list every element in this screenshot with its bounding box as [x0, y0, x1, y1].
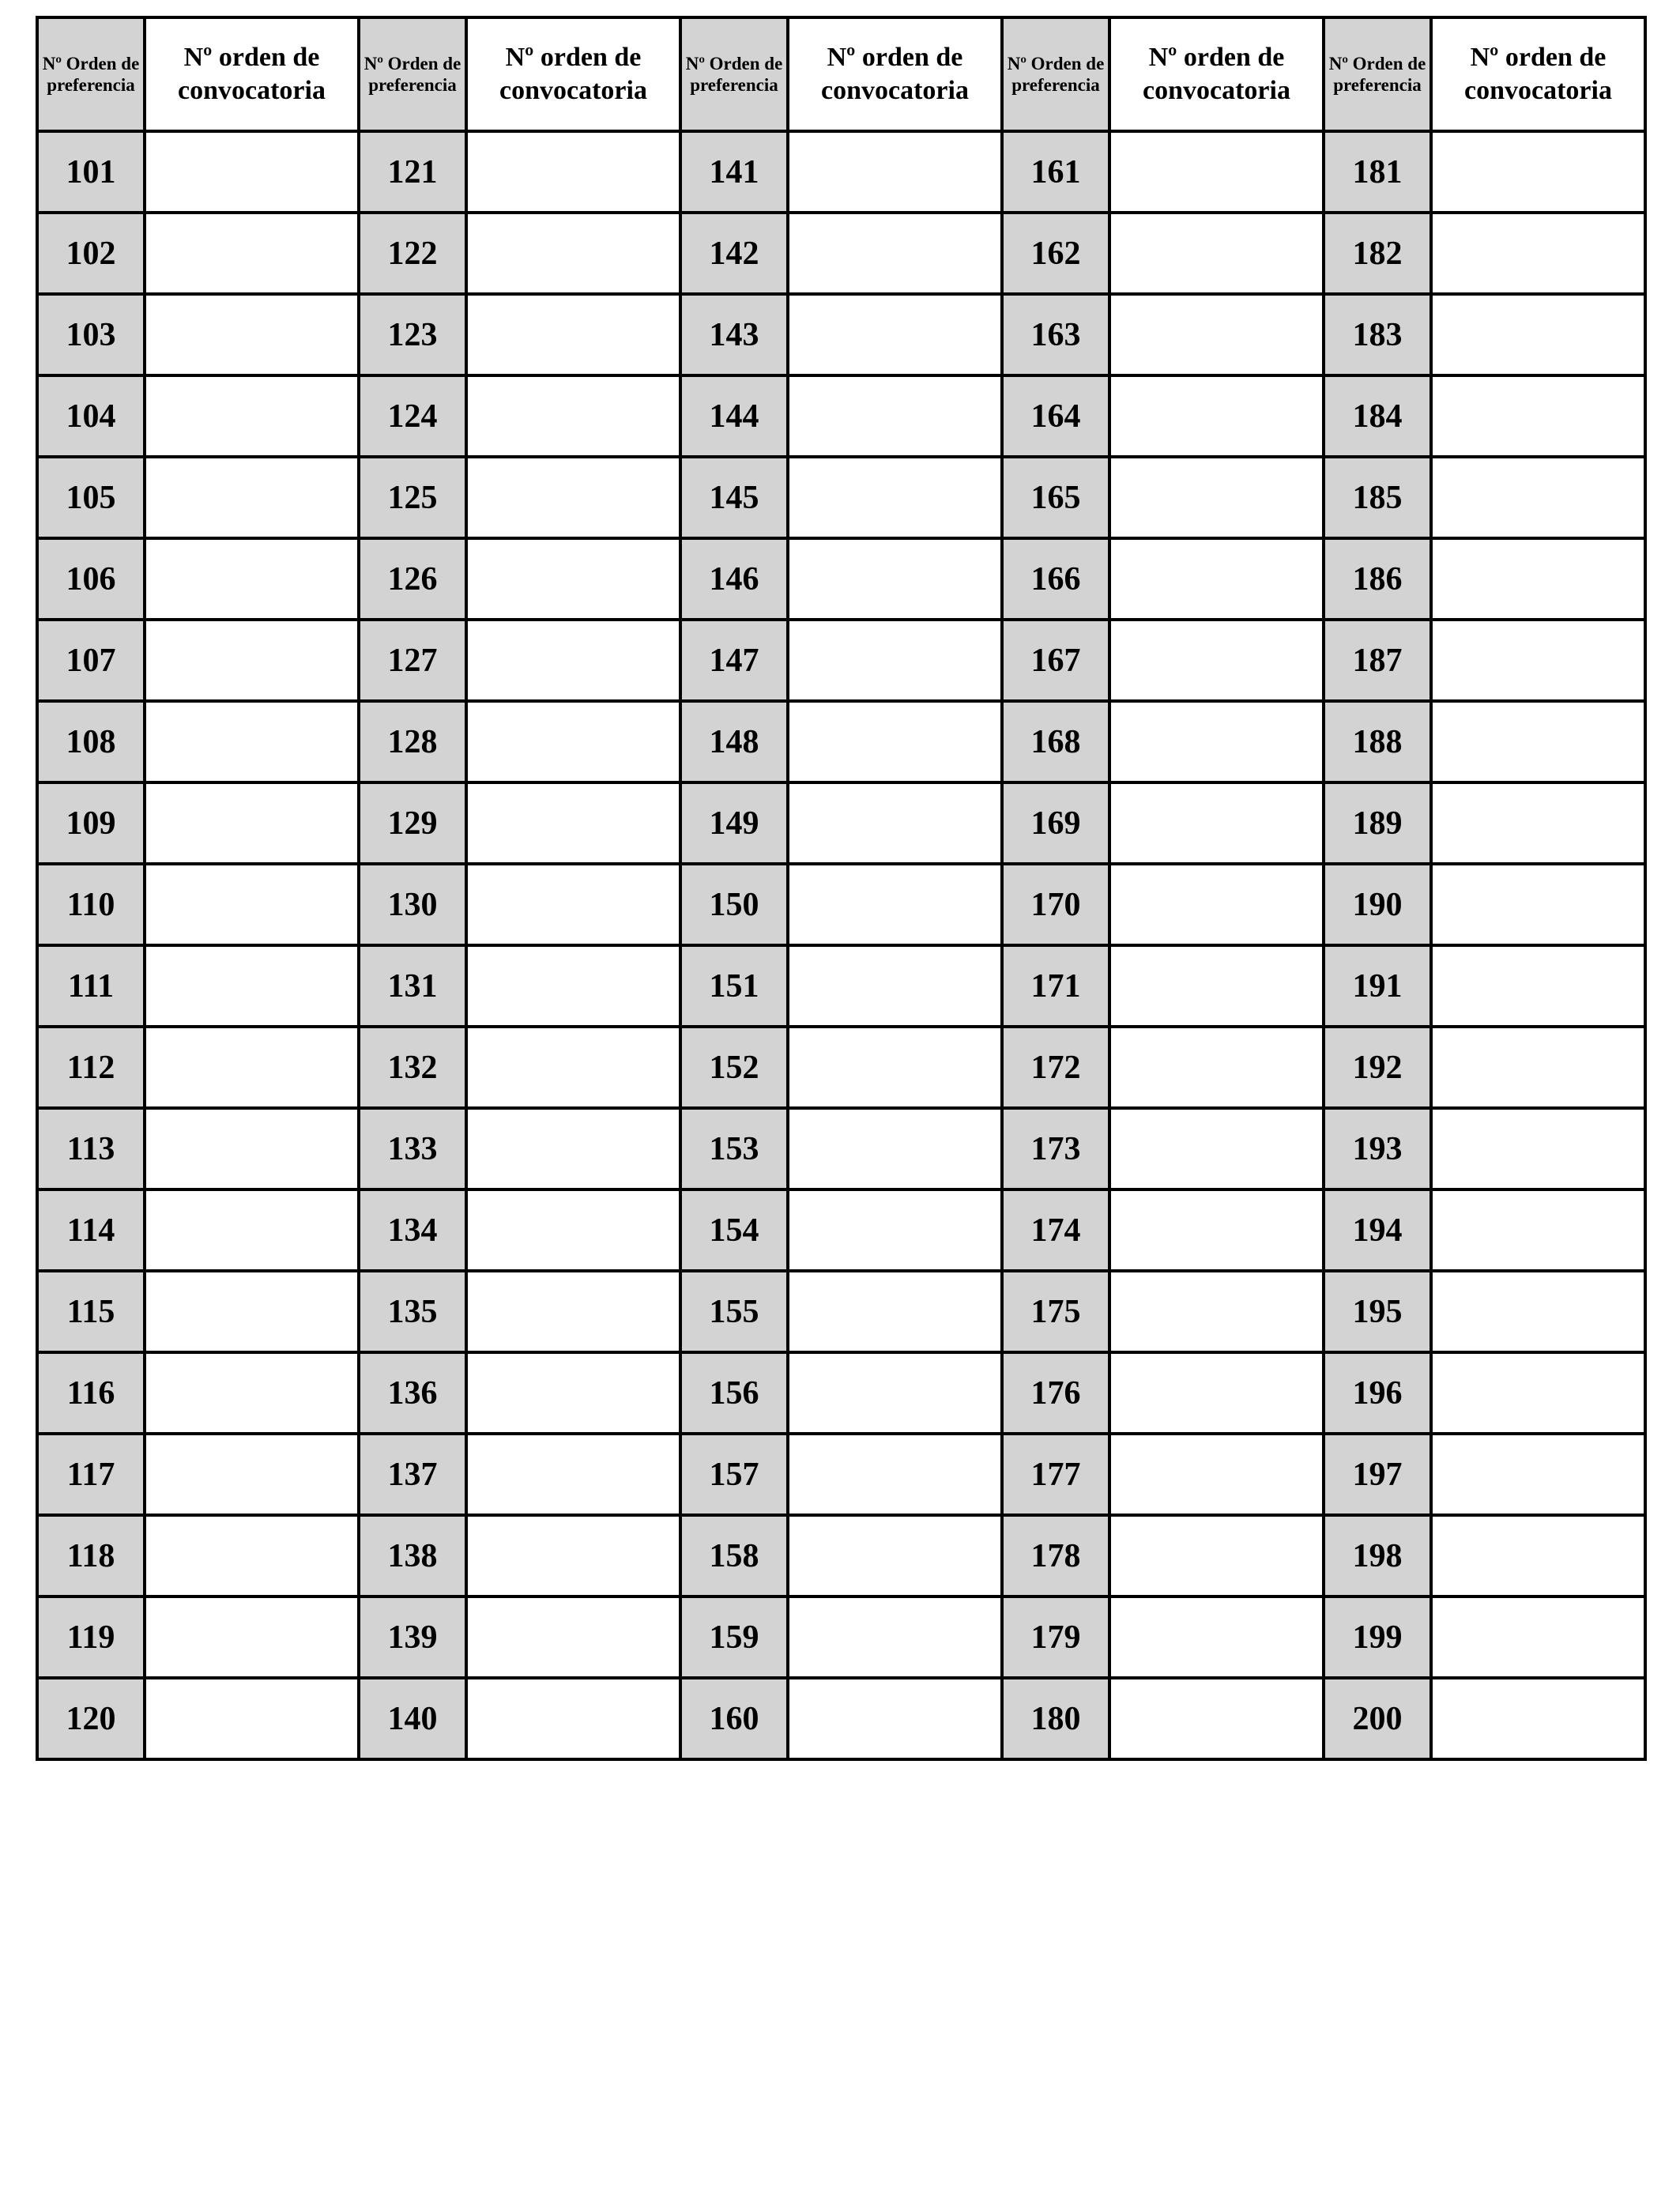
call-order-entry-cell[interactable] [466, 538, 680, 620]
call-order-entry-cell[interactable] [788, 1108, 1002, 1189]
preference-number-cell: 147 [680, 620, 788, 701]
preference-number-cell: 153 [680, 1108, 788, 1189]
call-order-entry-cell[interactable] [145, 1678, 359, 1759]
preference-number-cell: 117 [37, 1434, 145, 1515]
call-order-entry-cell[interactable] [788, 1271, 1002, 1352]
table-row [37, 1108, 1645, 1189]
preference-number-cell: 177 [1002, 1434, 1109, 1515]
call-order-entry-cell[interactable] [145, 1434, 359, 1515]
call-order-entry-cell[interactable] [145, 1596, 359, 1678]
preference-number-cell: 179 [1002, 1596, 1109, 1678]
call-order-entry-cell[interactable] [1431, 620, 1645, 701]
call-order-entry-cell[interactable] [1431, 945, 1645, 1027]
preference-number-cell: 149 [680, 782, 788, 864]
preference-number-cell: 183 [1324, 294, 1431, 375]
call-order-entry-cell[interactable] [466, 1027, 680, 1108]
call-order-entry-cell[interactable] [1109, 1434, 1324, 1515]
call-order-entry-cell[interactable] [466, 1678, 680, 1759]
preference-number-cell: 134 [359, 1189, 466, 1271]
preference-number-cell: 107 [37, 620, 145, 701]
preference-number-cell: 123 [359, 294, 466, 375]
preference-number-cell: 132 [359, 1027, 466, 1108]
call-order-entry-cell[interactable] [145, 538, 359, 620]
call-order-entry-cell[interactable] [145, 1108, 359, 1189]
preference-number-cell: 124 [359, 375, 466, 457]
preference-number-cell: 154 [680, 1189, 788, 1271]
header-preference-order: Nº Orden de preferencia [359, 17, 466, 131]
preference-number-cell: 187 [1324, 620, 1431, 701]
preference-number-cell: 114 [37, 1189, 145, 1271]
preference-number-cell: 125 [359, 457, 466, 538]
call-order-entry-cell[interactable] [1109, 457, 1324, 538]
preference-number-cell: 110 [37, 864, 145, 945]
table-row [37, 701, 1645, 782]
preference-number-cell: 139 [359, 1596, 466, 1678]
preference-number-cell: 188 [1324, 701, 1431, 782]
call-order-entry-cell[interactable] [1431, 1515, 1645, 1596]
call-order-entry-cell[interactable] [788, 538, 1002, 620]
call-order-entry-cell[interactable] [1431, 701, 1645, 782]
preference-number-cell: 171 [1002, 945, 1109, 1027]
header-call-order: Nº orden de convocatoria [145, 17, 359, 131]
call-order-entry-cell[interactable] [1431, 864, 1645, 945]
header-preference-order: Nº Orden de preferencia [1324, 17, 1431, 131]
call-order-entry-cell[interactable] [1109, 294, 1324, 375]
preference-number-cell: 120 [37, 1678, 145, 1759]
call-order-entry-cell[interactable] [145, 1271, 359, 1352]
call-order-entry-cell[interactable] [145, 294, 359, 375]
call-order-entry-cell[interactable] [466, 1108, 680, 1189]
table-row [37, 1189, 1645, 1271]
call-order-entry-cell[interactable] [145, 457, 359, 538]
preference-number-cell: 190 [1324, 864, 1431, 945]
table-row [37, 1515, 1645, 1596]
call-order-entry-cell[interactable] [466, 213, 680, 294]
call-order-entry-cell[interactable] [788, 1027, 1002, 1108]
preference-number-cell: 198 [1324, 1515, 1431, 1596]
call-order-entry-cell[interactable] [145, 375, 359, 457]
table-row [37, 294, 1645, 375]
preference-number-cell: 196 [1324, 1352, 1431, 1434]
preference-number-cell: 113 [37, 1108, 145, 1189]
preference-number-cell: 182 [1324, 213, 1431, 294]
call-order-entry-cell[interactable] [145, 782, 359, 864]
preference-number-cell: 101 [37, 131, 145, 213]
call-order-entry-cell[interactable] [145, 1352, 359, 1434]
preference-number-cell: 180 [1002, 1678, 1109, 1759]
preference-number-cell: 108 [37, 701, 145, 782]
table-row [37, 213, 1645, 294]
call-order-entry-cell[interactable] [1109, 945, 1324, 1027]
call-order-entry-cell[interactable] [1431, 1108, 1645, 1189]
preference-number-cell: 140 [359, 1678, 466, 1759]
call-order-entry-cell[interactable] [788, 864, 1002, 945]
preference-number-cell: 127 [359, 620, 466, 701]
call-order-entry-cell[interactable] [1431, 457, 1645, 538]
table-row [37, 1271, 1645, 1352]
call-order-entry-cell[interactable] [145, 213, 359, 294]
preference-number-cell: 158 [680, 1515, 788, 1596]
preference-number-cell: 150 [680, 864, 788, 945]
call-order-entry-cell[interactable] [1109, 1271, 1324, 1352]
preference-number-cell: 103 [37, 294, 145, 375]
call-order-entry-cell[interactable] [1109, 375, 1324, 457]
header-preference-order: Nº Orden de preferencia [680, 17, 788, 131]
preference-number-cell: 130 [359, 864, 466, 945]
preference-number-cell: 152 [680, 1027, 788, 1108]
call-order-entry-cell[interactable] [1109, 1352, 1324, 1434]
preference-number-cell: 146 [680, 538, 788, 620]
preference-number-cell: 137 [359, 1434, 466, 1515]
preference-number-cell: 142 [680, 213, 788, 294]
call-order-entry-cell[interactable] [1109, 213, 1324, 294]
call-order-entry-cell[interactable] [788, 701, 1002, 782]
call-order-entry-cell[interactable] [466, 864, 680, 945]
call-order-entry-cell[interactable] [788, 1434, 1002, 1515]
preference-number-cell: 166 [1002, 538, 1109, 620]
call-order-entry-cell[interactable] [466, 1189, 680, 1271]
call-order-entry-cell[interactable] [1109, 864, 1324, 945]
preference-number-cell: 145 [680, 457, 788, 538]
call-order-entry-cell[interactable] [1109, 1596, 1324, 1678]
call-order-entry-cell[interactable] [1431, 294, 1645, 375]
preference-number-cell: 115 [37, 1271, 145, 1352]
table-row [37, 131, 1645, 213]
call-order-entry-cell[interactable] [145, 131, 359, 213]
call-order-entry-cell[interactable] [1109, 1027, 1324, 1108]
call-order-entry-cell[interactable] [1109, 620, 1324, 701]
call-order-entry-cell[interactable] [788, 375, 1002, 457]
preference-number-cell: 156 [680, 1352, 788, 1434]
call-order-entry-cell[interactable] [145, 620, 359, 701]
table-body [37, 131, 1645, 1759]
call-order-entry-cell[interactable] [466, 620, 680, 701]
call-order-entry-cell[interactable] [145, 701, 359, 782]
preference-number-cell: 163 [1002, 294, 1109, 375]
preference-table [36, 16, 1647, 1761]
preference-number-cell: 167 [1002, 620, 1109, 701]
preference-number-cell: 141 [680, 131, 788, 213]
preference-number-cell: 138 [359, 1515, 466, 1596]
preference-number-cell: 175 [1002, 1271, 1109, 1352]
preference-number-cell: 178 [1002, 1515, 1109, 1596]
call-order-entry-cell[interactable] [788, 945, 1002, 1027]
preference-number-cell: 195 [1324, 1271, 1431, 1352]
preference-number-cell: 112 [37, 1027, 145, 1108]
preference-number-cell: 109 [37, 782, 145, 864]
header-preference-order: Nº Orden de preferencia [1002, 17, 1109, 131]
header-call-order: Nº orden de convocatoria [1109, 17, 1324, 131]
call-order-entry-cell[interactable] [1431, 1678, 1645, 1759]
preference-number-cell: 200 [1324, 1678, 1431, 1759]
preference-number-cell: 131 [359, 945, 466, 1027]
table-row [37, 945, 1645, 1027]
preference-number-cell: 173 [1002, 1108, 1109, 1189]
call-order-entry-cell[interactable] [466, 782, 680, 864]
preference-number-cell: 119 [37, 1596, 145, 1678]
call-order-entry-cell[interactable] [788, 131, 1002, 213]
table-row [37, 457, 1645, 538]
preference-number-cell: 162 [1002, 213, 1109, 294]
call-order-entry-cell[interactable] [1431, 131, 1645, 213]
preference-number-cell: 192 [1324, 1027, 1431, 1108]
call-order-entry-cell[interactable] [788, 213, 1002, 294]
preference-number-cell: 111 [37, 945, 145, 1027]
table-row [37, 538, 1645, 620]
preference-number-cell: 143 [680, 294, 788, 375]
call-order-entry-cell[interactable] [466, 1434, 680, 1515]
preference-number-cell: 155 [680, 1271, 788, 1352]
call-order-entry-cell[interactable] [1431, 1596, 1645, 1678]
preference-number-cell: 170 [1002, 864, 1109, 945]
table-row [37, 1678, 1645, 1759]
preference-number-cell: 106 [37, 538, 145, 620]
preference-number-cell: 136 [359, 1352, 466, 1434]
call-order-entry-cell[interactable] [788, 457, 1002, 538]
preference-number-cell: 160 [680, 1678, 788, 1759]
preference-number-cell: 157 [680, 1434, 788, 1515]
table-row [37, 1027, 1645, 1108]
preference-number-cell: 133 [359, 1108, 466, 1189]
call-order-entry-cell[interactable] [145, 1027, 359, 1108]
table-row [37, 782, 1645, 864]
call-order-entry-cell[interactable] [466, 1515, 680, 1596]
preference-number-cell: 105 [37, 457, 145, 538]
call-order-entry-cell[interactable] [1431, 1434, 1645, 1515]
preference-number-cell: 176 [1002, 1352, 1109, 1434]
call-order-entry-cell[interactable] [145, 1515, 359, 1596]
header-row [37, 17, 1645, 131]
call-order-entry-cell[interactable] [145, 864, 359, 945]
preference-number-cell: 169 [1002, 782, 1109, 864]
preference-number-cell: 118 [37, 1515, 145, 1596]
call-order-entry-cell[interactable] [466, 457, 680, 538]
table-row [37, 1434, 1645, 1515]
call-order-entry-cell[interactable] [788, 1515, 1002, 1596]
preference-number-cell: 129 [359, 782, 466, 864]
preference-number-cell: 159 [680, 1596, 788, 1678]
preference-number-cell: 104 [37, 375, 145, 457]
call-order-entry-cell[interactable] [1431, 1189, 1645, 1271]
call-order-entry-cell[interactable] [788, 620, 1002, 701]
preference-number-cell: 186 [1324, 538, 1431, 620]
call-order-entry-cell[interactable] [1109, 131, 1324, 213]
preference-number-cell: 191 [1324, 945, 1431, 1027]
call-order-entry-cell[interactable] [1109, 1678, 1324, 1759]
call-order-entry-cell[interactable] [788, 1189, 1002, 1271]
preference-number-cell: 102 [37, 213, 145, 294]
call-order-entry-cell[interactable] [1431, 1027, 1645, 1108]
preference-number-cell: 199 [1324, 1596, 1431, 1678]
header-call-order: Nº orden de convocatoria [1431, 17, 1645, 131]
preference-number-cell: 126 [359, 538, 466, 620]
table-row [37, 1596, 1645, 1678]
call-order-entry-cell[interactable] [788, 782, 1002, 864]
header-preference-order: Nº Orden de preferencia [37, 17, 145, 131]
preference-number-cell: 189 [1324, 782, 1431, 864]
call-order-entry-cell[interactable] [1431, 1352, 1645, 1434]
call-order-entry-cell[interactable] [145, 1189, 359, 1271]
call-order-entry-cell[interactable] [466, 701, 680, 782]
preference-number-cell: 148 [680, 701, 788, 782]
preference-number-cell: 185 [1324, 457, 1431, 538]
header-call-order: Nº orden de convocatoria [788, 17, 1002, 131]
call-order-entry-cell[interactable] [1109, 782, 1324, 864]
call-order-entry-cell[interactable] [145, 945, 359, 1027]
preference-number-cell: 151 [680, 945, 788, 1027]
preference-number-cell: 161 [1002, 131, 1109, 213]
call-order-entry-cell[interactable] [788, 1678, 1002, 1759]
preference-number-cell: 122 [359, 213, 466, 294]
preference-number-cell: 135 [359, 1271, 466, 1352]
preference-number-cell: 121 [359, 131, 466, 213]
preference-number-cell: 165 [1002, 457, 1109, 538]
table-row [37, 620, 1645, 701]
call-order-entry-cell[interactable] [788, 1596, 1002, 1678]
header-call-order: Nº orden de convocatoria [466, 17, 680, 131]
call-order-entry-cell[interactable] [466, 294, 680, 375]
call-order-entry-cell[interactable] [1109, 1108, 1324, 1189]
call-order-entry-cell[interactable] [788, 1352, 1002, 1434]
call-order-entry-cell[interactable] [1431, 538, 1645, 620]
call-order-entry-cell[interactable] [1431, 213, 1645, 294]
call-order-entry-cell[interactable] [466, 1596, 680, 1678]
call-order-entry-cell[interactable] [466, 1352, 680, 1434]
preference-number-cell: 172 [1002, 1027, 1109, 1108]
call-order-entry-cell[interactable] [466, 131, 680, 213]
call-order-entry-cell[interactable] [1109, 1189, 1324, 1271]
preference-number-cell: 184 [1324, 375, 1431, 457]
call-order-entry-cell[interactable] [1109, 538, 1324, 620]
preference-number-cell: 193 [1324, 1108, 1431, 1189]
preference-number-cell: 116 [37, 1352, 145, 1434]
call-order-entry-cell[interactable] [1109, 701, 1324, 782]
table-row [37, 1352, 1645, 1434]
call-order-entry-cell[interactable] [1431, 375, 1645, 457]
call-order-entry-cell[interactable] [1431, 782, 1645, 864]
preference-number-cell: 128 [359, 701, 466, 782]
table-row [37, 864, 1645, 945]
call-order-entry-cell[interactable] [466, 375, 680, 457]
call-order-entry-cell[interactable] [788, 294, 1002, 375]
preference-number-cell: 194 [1324, 1189, 1431, 1271]
call-order-entry-cell[interactable] [1431, 1271, 1645, 1352]
preference-number-cell: 168 [1002, 701, 1109, 782]
preference-number-cell: 197 [1324, 1434, 1431, 1515]
call-order-entry-cell[interactable] [1109, 1515, 1324, 1596]
table-row [37, 375, 1645, 457]
preference-number-cell: 174 [1002, 1189, 1109, 1271]
preference-number-cell: 144 [680, 375, 788, 457]
preference-number-cell: 181 [1324, 131, 1431, 213]
preference-number-cell: 164 [1002, 375, 1109, 457]
call-order-entry-cell[interactable] [466, 1271, 680, 1352]
call-order-entry-cell[interactable] [466, 945, 680, 1027]
